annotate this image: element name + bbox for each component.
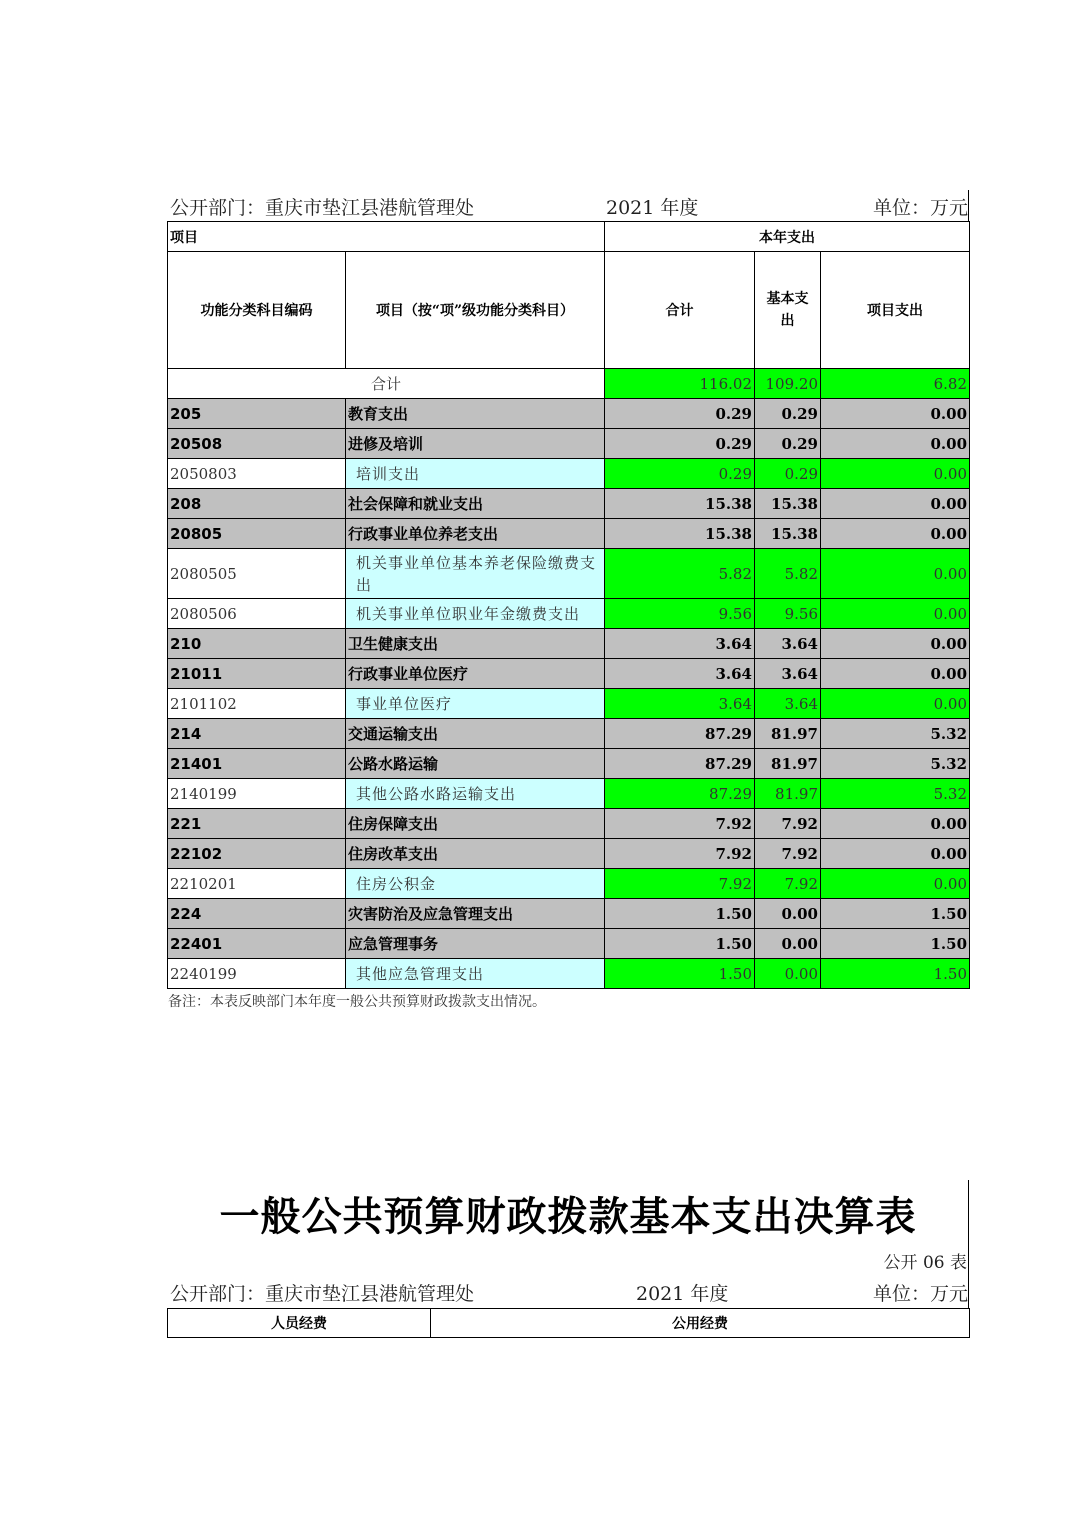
row-total: 0.29 xyxy=(605,429,755,459)
table-row xyxy=(168,809,970,839)
section2-divider xyxy=(968,1180,969,1308)
row-name: 行政事业单位医疗 xyxy=(346,659,605,689)
table-row xyxy=(168,399,970,429)
row-name: 住房保障支出 xyxy=(346,809,605,839)
header-public: 公用经费 xyxy=(431,1309,970,1338)
row-code: 2140199 xyxy=(168,779,346,809)
row-total: 7.92 xyxy=(605,839,755,869)
total-basic: 109.20 xyxy=(755,369,821,399)
row-code: 205 xyxy=(168,399,346,429)
header-total: 合计 xyxy=(605,252,755,369)
row-basic: 7.92 xyxy=(755,869,821,899)
row-project: 0.00 xyxy=(821,519,970,549)
header-code: 功能分类科目编码 xyxy=(168,252,346,369)
row-project: 5.32 xyxy=(821,749,970,779)
table-row xyxy=(168,719,970,749)
row-project: 1.50 xyxy=(821,899,970,929)
row-code: 2080505 xyxy=(168,549,346,599)
table-row xyxy=(168,749,970,779)
expenditure-table xyxy=(167,221,970,989)
header-basic: 基本支出 xyxy=(755,252,821,369)
year-label: 2021 年度 xyxy=(636,1283,729,1305)
table2-header xyxy=(168,1279,968,1307)
row-code: 2210201 xyxy=(168,869,346,899)
header-personnel: 人员经费 xyxy=(168,1309,431,1338)
table-row xyxy=(168,869,970,899)
table-row xyxy=(168,599,970,629)
row-project: 0.00 xyxy=(821,599,970,629)
row-code: 20805 xyxy=(168,519,346,549)
row-basic: 5.82 xyxy=(755,549,821,599)
row-name: 住房公积金 xyxy=(346,869,605,899)
row-total: 1.50 xyxy=(605,959,755,989)
row-name: 行政事业单位养老支出 xyxy=(346,519,605,549)
table-row xyxy=(168,689,970,719)
row-code: 224 xyxy=(168,899,346,929)
row-code: 208 xyxy=(168,489,346,519)
table-row xyxy=(168,839,970,869)
row-name: 其他公路水路运输支出 xyxy=(346,779,605,809)
row-code: 2050803 xyxy=(168,459,346,489)
row-name: 教育支出 xyxy=(346,399,605,429)
row-total: 0.29 xyxy=(605,399,755,429)
row-basic: 7.92 xyxy=(755,809,821,839)
header-name: 项目（按“项”级功能分类科目） xyxy=(346,252,605,369)
table-number: 公开 06 表 xyxy=(883,1253,967,1273)
row-project: 0.00 xyxy=(821,839,970,869)
row-basic: 0.00 xyxy=(755,899,821,929)
row-project: 0.00 xyxy=(821,399,970,429)
row-basic: 0.29 xyxy=(755,459,821,489)
row-total: 15.38 xyxy=(605,489,755,519)
row-total: 1.50 xyxy=(605,899,755,929)
unit-label: 单位：万元 xyxy=(872,1283,968,1305)
total-project: 6.82 xyxy=(821,369,970,399)
header-project: 项目支出 xyxy=(821,252,970,369)
row-basic: 15.38 xyxy=(755,519,821,549)
table-row xyxy=(168,549,970,599)
row-basic: 0.00 xyxy=(755,929,821,959)
row-project: 0.00 xyxy=(821,629,970,659)
row-name: 灾害防治及应急管理支出 xyxy=(346,899,605,929)
row-project: 1.50 xyxy=(821,959,970,989)
row-project: 0.00 xyxy=(821,809,970,839)
table-row xyxy=(168,929,970,959)
row-basic: 7.92 xyxy=(755,839,821,869)
row-basic: 81.97 xyxy=(755,719,821,749)
row-code: 20508 xyxy=(168,429,346,459)
row-code: 2240199 xyxy=(168,959,346,989)
row-code: 22102 xyxy=(168,839,346,869)
row-name: 社会保障和就业支出 xyxy=(346,489,605,519)
row-total: 3.64 xyxy=(605,689,755,719)
row-project: 5.32 xyxy=(821,779,970,809)
row-basic: 0.29 xyxy=(755,429,821,459)
row-total: 9.56 xyxy=(605,599,755,629)
row-total: 3.64 xyxy=(605,629,755,659)
row-total: 7.92 xyxy=(605,809,755,839)
dept-label: 公开部门：重庆市垫江县港航管理处 xyxy=(170,197,475,219)
row-total: 87.29 xyxy=(605,749,755,779)
row-basic: 0.00 xyxy=(755,959,821,989)
row-name: 应急管理事务 xyxy=(346,929,605,959)
row-basic: 15.38 xyxy=(755,489,821,519)
row-basic: 3.64 xyxy=(755,689,821,719)
row-name: 培训支出 xyxy=(346,459,605,489)
table-row xyxy=(168,489,970,519)
row-total: 87.29 xyxy=(605,719,755,749)
row-project: 0.00 xyxy=(821,459,970,489)
row-name: 卫生健康支出 xyxy=(346,629,605,659)
row-code: 22401 xyxy=(168,929,346,959)
row-total: 87.29 xyxy=(605,779,755,809)
row-project: 0.00 xyxy=(821,869,970,899)
row-code: 2080506 xyxy=(168,599,346,629)
header-item: 项目 xyxy=(168,222,605,252)
table-row xyxy=(168,459,970,489)
row-name: 进修及培训 xyxy=(346,429,605,459)
unit-label: 单位：万元 xyxy=(872,197,968,219)
row-project: 0.00 xyxy=(821,429,970,459)
table-row xyxy=(168,959,970,989)
row-name: 其他应急管理支出 xyxy=(346,959,605,989)
total-label: 合计 xyxy=(168,369,605,399)
row-basic: 3.64 xyxy=(755,659,821,689)
row-total: 0.29 xyxy=(605,459,755,489)
table-row xyxy=(168,429,970,459)
table-note: 备注：本表反映部门本年度一般公共预算财政拨款支出情况。 xyxy=(168,994,546,1010)
row-code: 2101102 xyxy=(168,689,346,719)
row-project: 5.32 xyxy=(821,719,970,749)
row-total: 5.82 xyxy=(605,549,755,599)
table1-header xyxy=(168,193,968,221)
row-total: 7.92 xyxy=(605,869,755,899)
row-code: 210 xyxy=(168,629,346,659)
row-code: 221 xyxy=(168,809,346,839)
row-name: 公路水路运输 xyxy=(346,749,605,779)
row-name: 机关事业单位职业年金缴费支出 xyxy=(346,599,605,629)
table-row xyxy=(168,659,970,689)
row-project: 0.00 xyxy=(821,489,970,519)
dept-label: 公开部门：重庆市垫江县港航管理处 xyxy=(170,1283,475,1305)
row-project: 1.50 xyxy=(821,929,970,959)
row-total: 3.64 xyxy=(605,659,755,689)
row-total: 1.50 xyxy=(605,929,755,959)
table-row xyxy=(168,779,970,809)
basic-expenditure-table xyxy=(167,1308,970,1338)
total-sum: 116.02 xyxy=(605,369,755,399)
row-project: 0.00 xyxy=(821,659,970,689)
row-basic: 81.97 xyxy=(755,749,821,779)
section2-title: 一般公共预算财政拨款基本支出决算表 xyxy=(219,1193,917,1240)
row-basic: 3.64 xyxy=(755,629,821,659)
row-basic: 9.56 xyxy=(755,599,821,629)
table-row xyxy=(168,899,970,929)
row-code: 214 xyxy=(168,719,346,749)
row-basic: 0.29 xyxy=(755,399,821,429)
year-label: 2021 年度 xyxy=(606,197,699,219)
header-current-year: 本年支出 xyxy=(605,222,970,252)
row-code: 21401 xyxy=(168,749,346,779)
table-row xyxy=(168,629,970,659)
table-row xyxy=(168,519,970,549)
row-name: 住房改革支出 xyxy=(346,839,605,869)
row-name: 事业单位医疗 xyxy=(346,689,605,719)
row-project: 0.00 xyxy=(821,689,970,719)
row-code: 21011 xyxy=(168,659,346,689)
row-total: 15.38 xyxy=(605,519,755,549)
row-name: 机关事业单位基本养老保险缴费支出 xyxy=(346,549,605,599)
header-divider xyxy=(968,190,969,222)
row-project: 0.00 xyxy=(821,549,970,599)
row-basic: 81.97 xyxy=(755,779,821,809)
row-name: 交通运输支出 xyxy=(346,719,605,749)
